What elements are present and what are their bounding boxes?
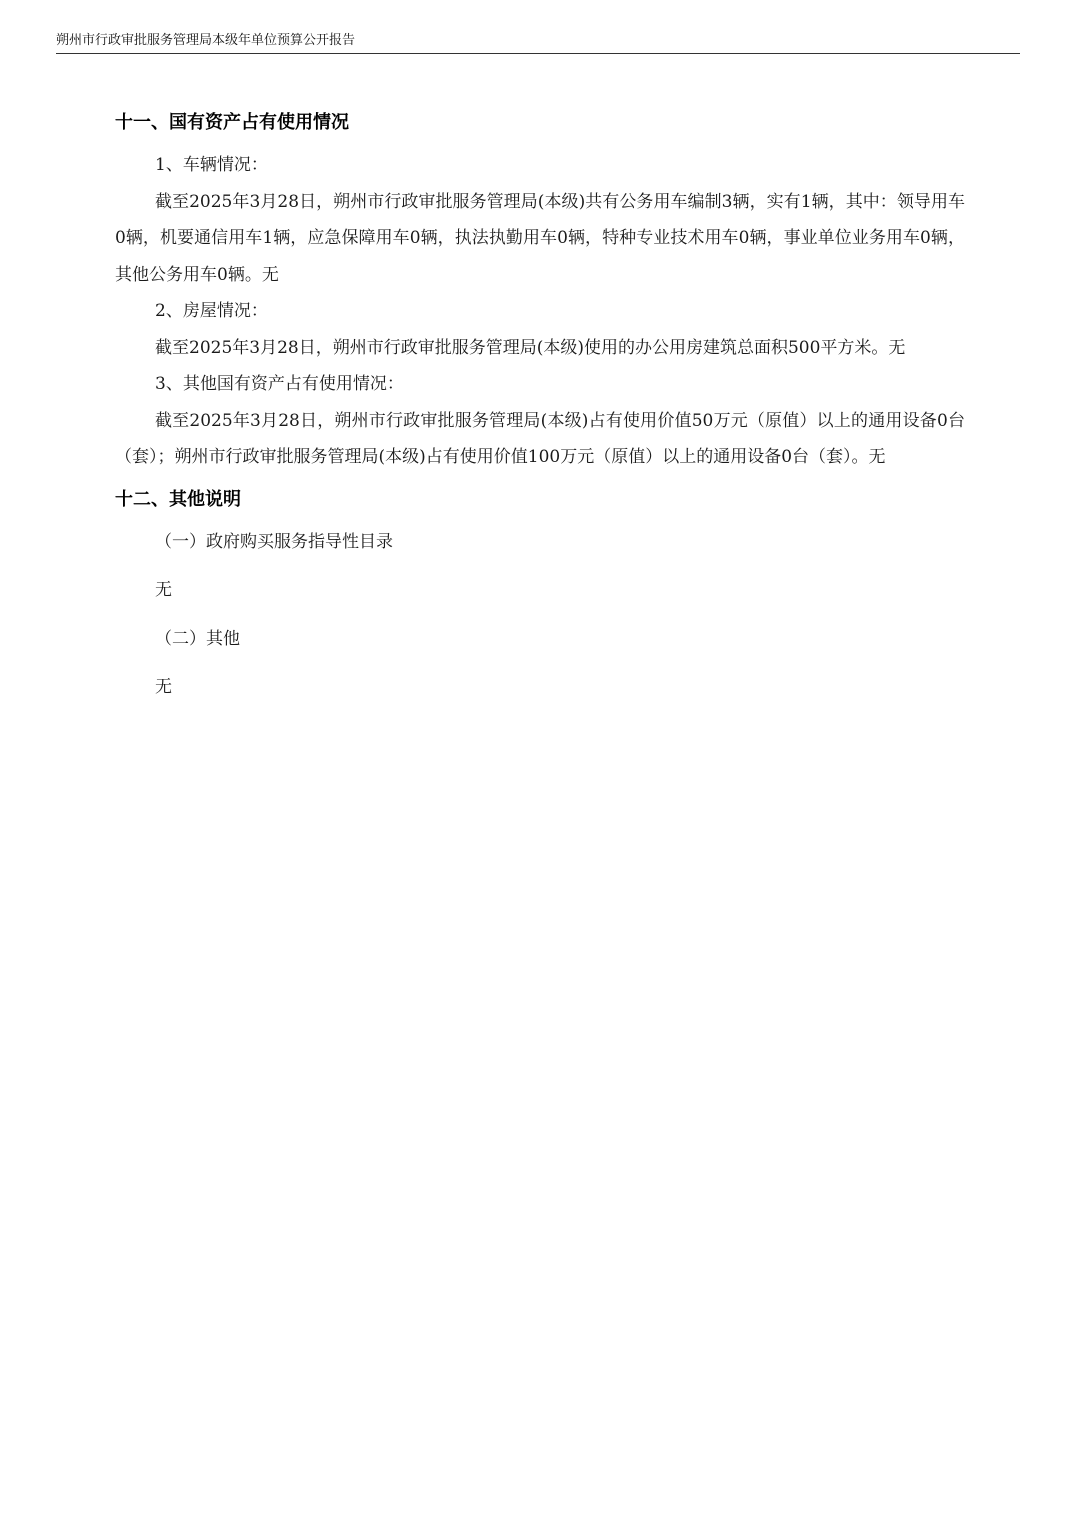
vehicles-paragraph: 截至2025年3月28日，朔州市行政审批服务管理局(本级)共有公务用车编制3辆，实有1辆，其中：领导用车0辆，机要通信用车1辆，应急保障用车0辆，执法执勤用车0辆，特种专业技术用车0辆，事业单位业务用车0辆，其他公务用车0辆。无	[115, 191, 965, 285]
section-heading-state-assets: 十一、国有资产占有使用情况	[115, 112, 349, 133]
other-text: 无	[155, 677, 172, 697]
other-subheading: （二）其他	[155, 628, 240, 649]
procurement-catalog-subheading: （一）政府购买服务指导性目录	[155, 531, 393, 552]
header-divider	[56, 53, 1020, 54]
housing-paragraph: 截至2025年3月28日，朔州市行政审批服务管理局(本级)使用的办公用房建筑总面积500平方米。无	[155, 337, 906, 358]
vehicles-subheading: 1、车辆情况：	[155, 155, 268, 175]
housing-subheading: 2、房屋情况：	[155, 301, 268, 321]
other-assets-paragraph: 截至2025年3月28日，朔州市行政审批服务管理局(本级)占有使用价值50万元（原值）以上的通用设备0台（套）；朔州市行政审批服务管理局(本级)占有使用价值100万元（原值）以上的通用设备0台（套）。无	[115, 410, 965, 467]
section-heading-other-notes: 十二、其他说明	[115, 488, 241, 510]
running-header: 朔州市行政审批服务管理局本级年单位预算公开报告	[56, 33, 356, 48]
procurement-catalog-text: 无	[155, 580, 172, 600]
other-assets-subheading: 3、其他国有资产占有使用情况：	[155, 374, 404, 394]
document-body	[115, 111, 965, 718]
